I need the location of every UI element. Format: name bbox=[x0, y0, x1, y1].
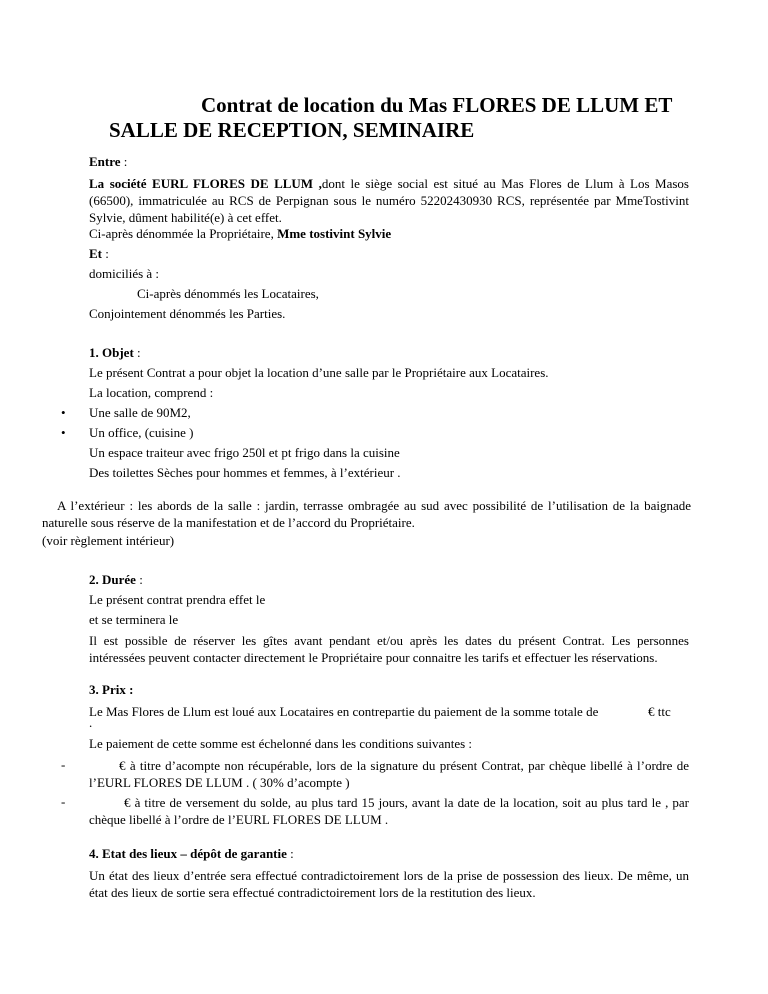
section-1-bullet-2: Un office, (cuisine ) bbox=[89, 425, 194, 440]
section-1-p1: Le présent Contrat a pour objet la location d’une salle par le Propriétaire aux Locataires. bbox=[89, 365, 549, 380]
proprietaire-line bbox=[89, 226, 391, 242]
societe-text: dont le siège social est situé au Mas Flores de Llum à Los Masos (66500), immatriculée au RCS de Perpignan sous le numéro 52202430930 RCS, représentée par MmeTostivint Sylvie, dûment habilité(e) à cet effet. bbox=[89, 176, 689, 225]
dash-icon: - bbox=[61, 794, 66, 809]
et-label: Et bbox=[89, 246, 102, 261]
section-3-ttc: € ttc bbox=[648, 704, 671, 719]
section-4-heading bbox=[89, 846, 294, 862]
colon: : bbox=[102, 246, 109, 261]
section-1-bullet-1: Une salle de 90M2, bbox=[89, 405, 191, 420]
section-2-title: 2. Durée bbox=[89, 572, 136, 587]
colon: : bbox=[120, 154, 128, 169]
bullet-icon: • bbox=[61, 405, 66, 420]
section-3-p2: Le paiement de cette somme est échelonné dans les conditions suivantes : bbox=[89, 736, 473, 751]
section-2-heading bbox=[89, 572, 143, 588]
section-3-dash-1: € à titre d’acompte non récupérable, lors de la signature du présent Contrat, par chèque libellé à l’ordre de l’EURL FLORES DE LLUM . ( 30% d’acompte ) bbox=[89, 758, 689, 790]
title-line-1: Contrat de location du Mas FLORES DE LLUM ET bbox=[201, 93, 673, 117]
section-2-p1: Le présent contrat prendra effet le bbox=[89, 592, 266, 607]
colon: : bbox=[286, 846, 294, 861]
proprietaire-name: Mme tostivint Sylvie bbox=[277, 226, 392, 241]
section-3-dot: . bbox=[89, 715, 93, 730]
section-4-p1: Un état des lieux d’entrée sera effectué contradictoirement lors de la prise de possession des lieux. De même, un état des lieux de sortie sera effectué contradictoirement lors de la restitution des lieux. bbox=[89, 868, 689, 900]
bullet-icon: • bbox=[61, 425, 66, 440]
proprietaire-text: Ci-après dénommée la Propriétaire, bbox=[89, 226, 278, 241]
conjointement-line: Conjointement dénommés les Parties. bbox=[89, 306, 286, 321]
section-1-p3: Un espace traiteur avec frigo 250l et pt frigo dans la cuisine bbox=[89, 445, 400, 460]
entre-line bbox=[89, 154, 127, 170]
section-2-p2: et se terminera le bbox=[89, 612, 179, 627]
societe-label: La société EURL FLORES DE LLUM , bbox=[89, 176, 322, 191]
colon: : bbox=[135, 572, 143, 587]
section-4-title: 4. Etat des lieux – dépôt de garantie bbox=[89, 846, 287, 861]
section-3-title: 3. Prix : bbox=[89, 682, 134, 697]
section-1-title: 1. Objet bbox=[89, 345, 134, 360]
section-2-p3: Il est possible de réserver les gîtes avant pendant et/ou après les dates du présent Contrat. Les personnes intéressées peuvent contacter directement le Propriétaire pour connaitre les tarifs et effectuer les réservations. bbox=[89, 633, 689, 665]
locataires-line: Ci-après dénommés les Locataires, bbox=[137, 286, 319, 301]
exterieur-paragraph: A l’extérieur : les abords de la salle : jardin, terrasse ombragée au sud avec possibilité de l’utilisation de la baignade naturelle sous réserve de la manifestation et de l’accord du Propriétaire. bbox=[42, 498, 691, 530]
entre-label: Entre bbox=[89, 154, 121, 169]
section-3-p1: Le Mas Flores de Llum est loué aux Locataires en contrepartie du paiement de la somme totale de bbox=[89, 704, 599, 719]
section-1-heading bbox=[89, 345, 141, 361]
domicilies-line: domiciliés à : bbox=[89, 266, 160, 281]
section-3-dash-2: € à titre de versement du solde, au plus tard 15 jours, avant la date de la location, soit au plus tard le , par chèque libellé à l’ordre de l’EURL FLORES DE LLUM . bbox=[89, 795, 689, 827]
societe-paragraph bbox=[89, 175, 689, 226]
reglement-line: (voir règlement intérieur) bbox=[42, 533, 175, 548]
section-1-p2: La location, comprend : bbox=[89, 385, 214, 400]
section-1-p4: Des toilettes Sèches pour hommes et femmes, à l’extérieur . bbox=[89, 465, 401, 480]
dash-icon: - bbox=[61, 757, 66, 772]
title-line-2: SALLE DE RECEPTION, SEMINAIRE bbox=[109, 118, 475, 142]
colon: : bbox=[133, 345, 141, 360]
et-line bbox=[89, 246, 109, 262]
